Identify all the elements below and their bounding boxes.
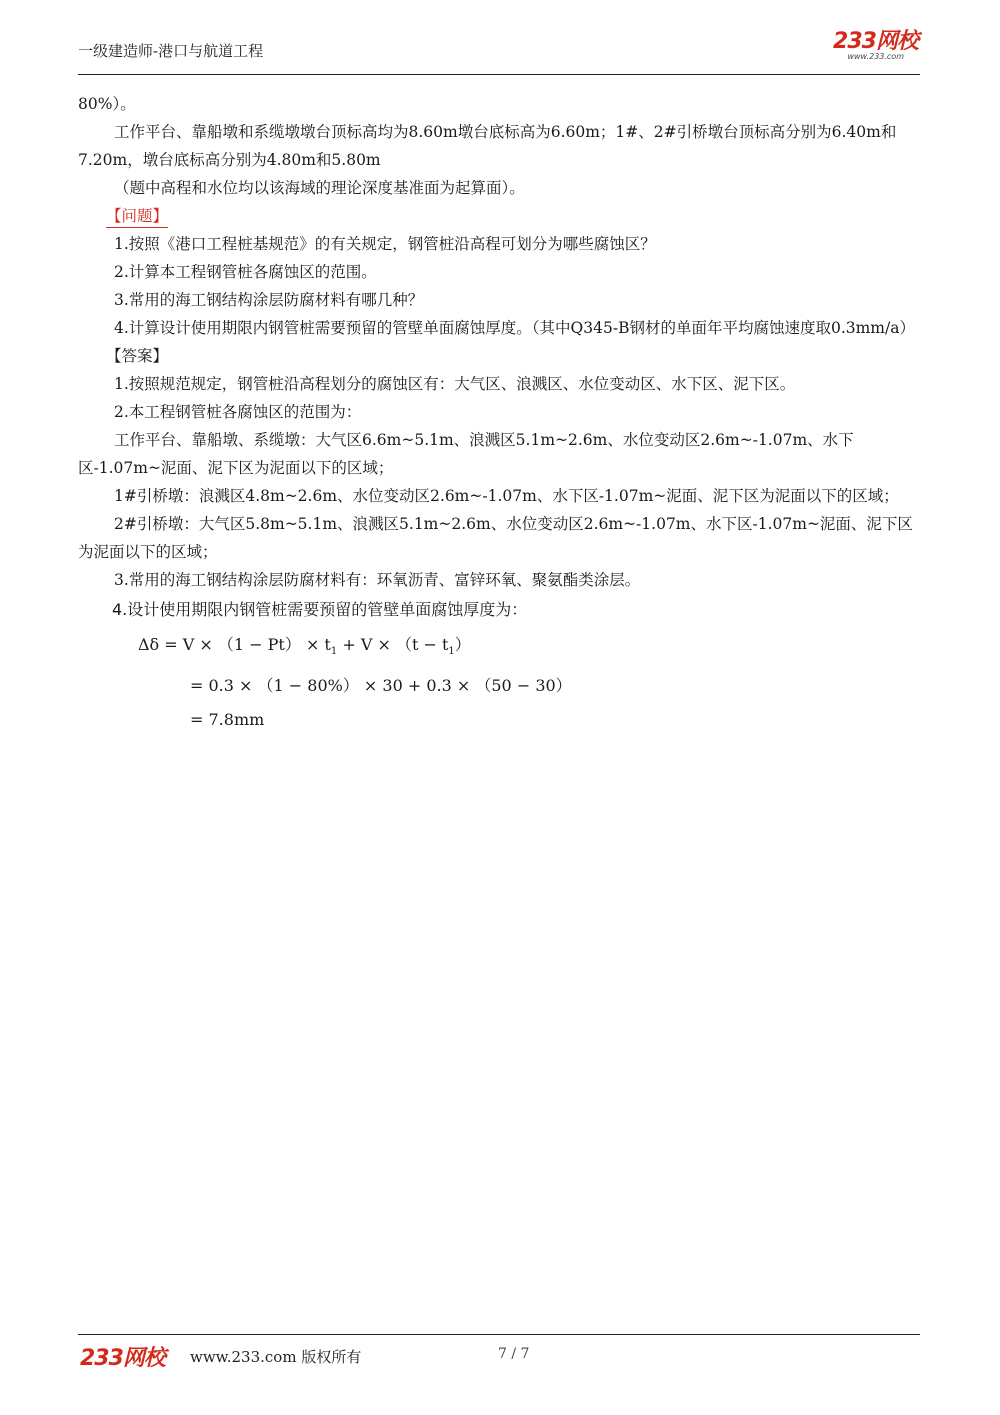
logo-number: 233 [833,29,876,54]
formula-line-3: = 7.8mm [190,710,265,730]
page-footer [78,1334,920,1371]
formula-part-b: + V × （t − t [337,635,449,654]
question-heading: 【问题】 [106,205,168,228]
answer-heading: 【答案】 [106,347,169,365]
logo-chinese: 网校 [875,29,918,54]
answer-4: 4.设计使用期限内钢管桩需要预留的管壁单面腐蚀厚度为： [112,600,528,619]
question-heading-row [78,202,923,230]
formula-sub-2: 1 [448,646,455,658]
document-body [78,90,923,737]
question-4: 4.计算设计使用期限内钢管桩需要预留的管壁单面腐蚀厚度。（其中Q345-B钢材的单面年平均腐蚀速度取0.3mm/a） [114,319,915,337]
footer-logo: 233网校 [80,1346,165,1371]
answer-1: 1.按照规范规定，钢管桩沿高程划分的腐蚀区有：大气区、浪溅区、水位变动区、水下区、泥下区。 [114,375,796,393]
question-1: 1.按照《港口工程桩基规范》的有关规定，钢管桩沿高程可划分为哪些腐蚀区？ [114,235,656,253]
formula-part-a: Δδ = V × （1 − Pt） × t [138,635,331,654]
answer-2-platform: 工作平台、靠船墩、系缆墩：大气区6.6m~5.1m、浪溅区5.1m~2.6m、水位变动区2.6m~-1.07m、水下区-1.07m~泥面、泥下区为泥面以下的区域； [78,431,854,477]
formula-part-c: ） [454,635,471,654]
answer-3: 3.常用的海工钢结构涂层防腐材料有：环氧沥青、富锌环氧、聚氨酯类涂层。 [114,571,641,589]
brand-logo [833,30,918,61]
formula-sub-1: 1 [330,646,338,658]
page-number: 7 / 7 [498,1346,530,1362]
paragraph-datum-note: （题中高程和水位均以该海域的理论深度基准面为起算面）。 [114,179,525,197]
logo-mark [833,30,918,54]
answer-2-pier-2: 2#引桥墩：大气区5.8m~5.1m、浪溅区5.1m~2.6m、水位变动区2.6m~-1.07m、水下区-1.07m~泥面、泥下区为泥面以下的区域； [78,515,913,561]
question-3: 3.常用的海工钢结构涂层防腐材料有哪几种？ [114,291,424,309]
answer-2: 2.本工程钢管桩各腐蚀区的范围为： [114,403,362,421]
question-2: 2.计算本工程钢管桩各腐蚀区的范围。 [114,263,377,281]
footer-copyright: www.233.com 版权所有 [190,1348,362,1366]
formula-line-2: = 0.3 × （1 − 80%） × 30 + 0.3 × （50 − 30） [190,676,572,696]
header-title: 一级建造师-港口与航道工程 [78,42,264,60]
paragraph-elevations: 工作平台、靠船墩和系缆墩墩台顶标高均为8.60m墩台底标高为6.60m；1#、2#引桥墩台顶标高分别为6.40m和7.20m，墩台底标高分别为4.80m和5.80m [78,123,897,169]
answer-2-pier-1: 1#引桥墩：浪溅区4.8m~2.6m、水位变动区2.6m~-1.07m、水下区-1.07m~泥面、泥下区为泥面以下的区域； [114,487,899,505]
logo-url: www.233.com [847,52,904,61]
corrosion-formula [78,628,923,737]
paragraph-continued: 80%）。 [78,95,136,113]
page-header [78,30,920,75]
formula-line-1 [138,628,923,669]
